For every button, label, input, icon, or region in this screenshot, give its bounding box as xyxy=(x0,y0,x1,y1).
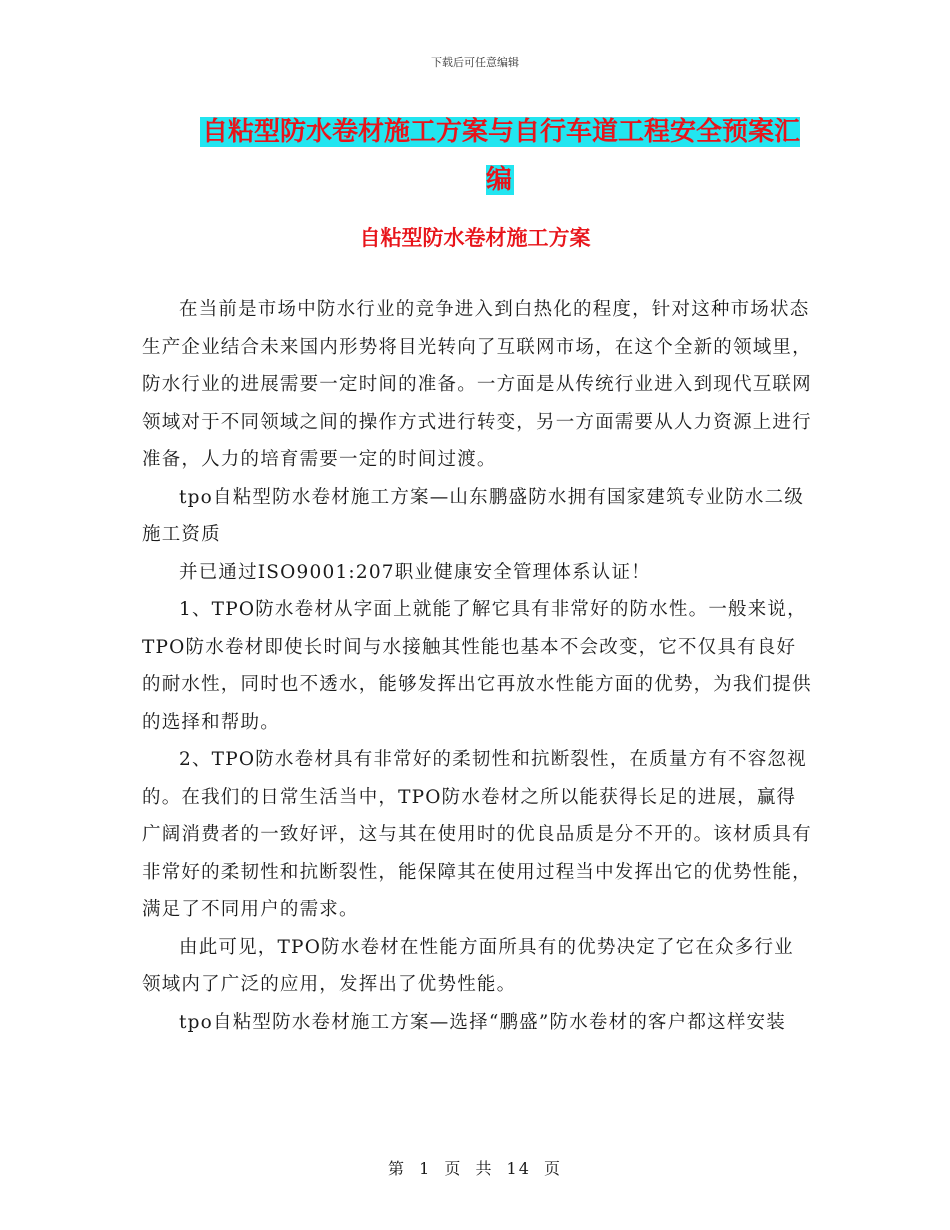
header-note: 下载后可任意编辑 xyxy=(431,56,519,69)
paragraph: 由此可见，TPO防水卷材在性能方面所具有的优势决定了它在众多行业领域内了广泛的应用，发挥出了优势性能。 xyxy=(142,936,794,995)
page-footer: 第 1 页 共 14 页 xyxy=(388,1159,562,1178)
paragraph: tpo自粘型防水卷材施工方案—选择“鹏盛”防水卷材的客户都这样安装 xyxy=(179,1011,786,1033)
paragraph: 在当前是市场中防水行业的竞争进入到白热化的程度，针对这种市场状态生产企业结合未来国内形势将目光转向了互联网市场，在这个全新的领域里，防水行业的进展需要一定时间的准备。一方面是从传统行业进入到现代互联网领域对于不同领域之间的操作方式进行转变，另一方面需要从人力资源上进行准备，人力的培育需要一定的时间过渡。 xyxy=(142,299,812,470)
section-title: 自粘型防水卷材施工方案 xyxy=(359,226,591,250)
document-body xyxy=(142,291,812,1041)
document-title-text: 自粘型防水卷材施工方案与自行车道工程安全预案汇编 xyxy=(201,117,800,195)
paragraph: 2、TPO防水卷材具有非常好的柔韧性和抗断裂性，在质量方有不容忽视的。在我们的日常生活当中，TPO防水卷材之所以能获得长足的进展，赢得广阔消费者的一致好评，这与其在使用时的优良品质是分不开的。该材质具有非常好的柔韧性和抗断裂性，能保障其在使用过程当中发挥出它的优势性能，满足了不同用户的需求。 xyxy=(142,749,812,920)
paragraph: 1、TPO防水卷材从字面上就能了解它具有非常好的防水性。一般来说，TPO防水卷材即使长时间与水接触其性能也基本不会改变，它不仅具有良好的耐水性，同时也不透水，能够发挥出它再放水性能方面的优势，为我们提供的选择和帮助。 xyxy=(142,599,812,733)
document-title xyxy=(190,108,810,204)
paragraph: 并已通过ISO9001:207职业健康安全管理体系认证！ xyxy=(179,561,651,583)
paragraph: tpo自粘型防水卷材施工方案—山东鹏盛防水拥有国家建筑专业防水二级施工资质 xyxy=(142,486,805,545)
